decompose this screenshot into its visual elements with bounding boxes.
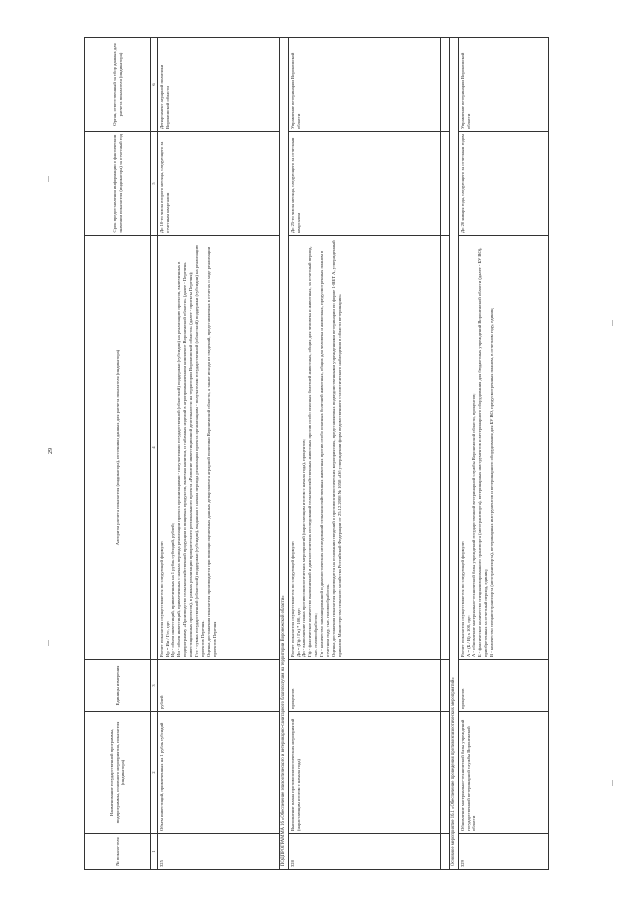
column-number: 2 — [151, 712, 158, 834]
indicator-name: Выполнение плана противоэпизоотических мероприятий (нарастающим итогом с начала года) — [288, 712, 440, 834]
subprogram-row — [279, 38, 288, 870]
table-header-row — [85, 38, 151, 870]
indicator-deadline: До 10-го числа второго месяца, следующего за отчетным кварталом — [157, 132, 279, 236]
header-name: Наименование государственной программы, подпрограммы, основного мероприятия, показателя (индикатора) — [85, 712, 151, 834]
indicator-algorithm: Расчет показателя осуществляется по следующей формуле: Ир = Ии / Гсс, где: Ир - объем инвестиций, привлеченных на 1 рубль субсидий, рублей; Ии - объем инвестиций, привлеченных с начала периода реализации проекта организациями - получателями государственной (областной) поддержки (субсидии) на реализацию проектов, включенных в подпрограмму «Производство сельскохозяйственной продукции и пищевых продуктов, включая напитки, и табачных изделий в агропромышленном комплексе Воронежской области» (далее - Перечень инвестиционных проектов), в рамках реализации приоритетного регионального проекта «Развитие инвестиционной деятельности на территории Воронежской области» (далее - проекты Перечня); Гсс - сумма государственной (областной) поддержки (субсидии), выданная с начала периода реализации проекта организациям - получателям государственной (областной) поддержки (субсидии) на реализацию проектов Перечня. Оценка достижения показателя производится при помощи оценочных данных департамента аграрной политики Воронежской области, а также исходя из сведений, представляемых в отчетах о ходе реализации проектов Перечня — [157, 236, 279, 660]
table-row — [288, 38, 440, 870]
header-number: № показа-теля — [85, 834, 151, 870]
indicator-algorithm: Расчет показателя осуществляется по следующей формуле: А = (Б / В) х 100, где: А - обновление материально-технической базы учреждений государственной ветеринарной службы Воронежской области, процентов; Б - фактическое количество специализированного транспорта (автотранспорта), ветеринарных инструментов и ветеринарного оборудования для бюджетных учреждений Воронежской области (далее - БУ ВО), приобретенных за отчетный период, единиц; В - количество спецавтотранспорта (автотранспорта), ветеринарных инструментов и ветеринарного оборудования для БУ ВО, предусмотренных планом, в отчетном году, единиц — [458, 236, 548, 660]
indicator-unit: рублей — [157, 660, 279, 712]
indicator-organ: Управление ветеринарии Воронежской области — [288, 38, 440, 132]
header-unit: Единицы измерения — [85, 660, 151, 712]
scan-edge-mark — [48, 640, 49, 646]
indicator-number: 328 — [288, 834, 440, 870]
blank-row — [440, 38, 449, 870]
indicators-table — [84, 37, 549, 870]
column-number: 5 — [151, 132, 158, 236]
header-organ: Орган, ответственный за сбор данных для расчета показателя (индикатора) — [85, 38, 151, 132]
indicator-organ: Департамент аграрной политики Воронежской области — [157, 38, 279, 132]
indicator-name: Объем инвестиций, привлеченных на 1 рубль субсидий — [157, 712, 279, 834]
main-measure-row — [449, 38, 458, 870]
header-algorithm: Алгоритм расчета показателя (индикатора), источники данных для расчета показателя (индикатора) — [85, 236, 151, 660]
indicator-deadline: До 20 января года, следующего за отчетным годом — [458, 132, 548, 236]
indicator-unit: процентов — [458, 660, 548, 712]
main-measure-title: Основное мероприятие 16.1 «Обеспечение проведения противоэпизоотических мероприятий» — [449, 38, 458, 870]
table-row — [157, 38, 279, 870]
indicator-organ: Управление ветеринарии Воронежской области — [458, 38, 548, 132]
column-number: 4 — [151, 236, 158, 660]
column-number-row — [151, 38, 158, 870]
column-number: 1 — [151, 834, 158, 870]
column-number: 6 — [151, 38, 158, 132]
column-number: 3 — [151, 660, 158, 712]
indicator-deadline: До 25-го числа месяца, следующего за отчетным кварталом — [288, 132, 440, 236]
indicator-number: 329 — [458, 834, 548, 870]
indicator-unit: процентов — [288, 660, 440, 712]
scan-edge-mark — [48, 176, 49, 182]
rotated-document — [84, 38, 632, 870]
page-number: 29 — [48, 448, 54, 454]
indicator-algorithm: Расчет показателя осуществляется по следующей формуле: Дп = (Гф / Гп) * 100, где: Дп - выполнение плана противоэпизоотических мероприятий (нарастающим итогом с начала года), процентов; Гф - фактическое количество выполненной и диагностических исследований сельскохозяйственных животных против особо опасных болезней животных, общих для человека и животных, за отчетный период, тыс. головообработок; Гп - количество запланированной и диагностических исследований сельскохозяйственных животных против особо опасных болезней животных, общих для человека и животных, предусмотренных планом в отчетном году, тыс. головообработок. Оценка достижения показателя производится на основании сведений о противоэпизоотических мероприятиях, представляемых подведомственными учреждениями ветеринарии по форме 1-ВЕТ А, утвержденный приказом Министерства сельского хозяйства Российской Федерации от 25.12.2008 № 1058 «Об утверждении форм ведомственного статистического наблюдения в области ветеринарии» — [288, 236, 440, 660]
indicator-number: 325 — [157, 834, 279, 870]
indicator-name: Обновление материально-технической базы учреждений государственной ветеринарной службы Воронежской области — [458, 712, 548, 834]
header-deadline: Срок предоставления информации о фактическом значении показателя (индикатора) за отчетный год — [85, 132, 151, 236]
table-row — [458, 38, 548, 870]
subprogram-title: ПОДПРОГРАММА 16 «Обеспечение эпизоотического и ветеринарно-санитарного благополучия на территории Воронежской области» — [279, 38, 288, 870]
